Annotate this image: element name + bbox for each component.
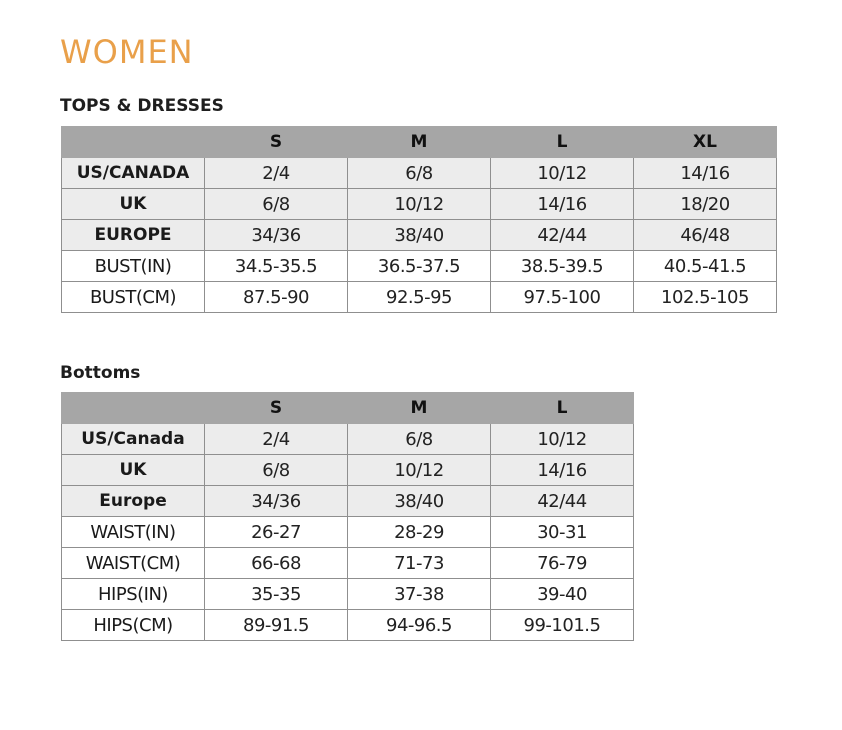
table-row [62, 220, 777, 251]
table-row [62, 579, 634, 610]
row-label: WAIST(CM) [62, 548, 205, 579]
tops-size-table [61, 126, 777, 313]
table-cell: 6/8 [205, 455, 348, 486]
table-row [62, 486, 634, 517]
table-cell: 38.5-39.5 [491, 251, 634, 282]
table-row [62, 610, 634, 641]
table-cell: 30-31 [491, 517, 634, 548]
size-header-m: M [348, 127, 491, 158]
table-cell: 76-79 [491, 548, 634, 579]
table-cell: 38/40 [348, 220, 491, 251]
table-row [62, 251, 777, 282]
table-cell: 14/16 [491, 455, 634, 486]
table-cell: 42/44 [491, 220, 634, 251]
table-cell: 97.5-100 [491, 282, 634, 313]
table-cell: 14/16 [634, 158, 777, 189]
size-header-s: S [205, 393, 348, 424]
table-cell: 94-96.5 [348, 610, 491, 641]
table-cell: 2/4 [205, 424, 348, 455]
table-cell: 26-27 [205, 517, 348, 548]
table-cell: 46/48 [634, 220, 777, 251]
table-cell: 34/36 [205, 486, 348, 517]
size-header-s: S [205, 127, 348, 158]
table-cell: 10/12 [491, 158, 634, 189]
table-cell: 10/12 [348, 455, 491, 486]
table-cell: 18/20 [634, 189, 777, 220]
row-label: UK [62, 189, 205, 220]
table-cell: 37-38 [348, 579, 491, 610]
row-label: WAIST(IN) [62, 517, 205, 548]
table-cell: 87.5-90 [205, 282, 348, 313]
table-header-row [62, 393, 634, 424]
table-cell: 38/40 [348, 486, 491, 517]
bottoms-size-table [61, 392, 634, 641]
row-label: HIPS(CM) [62, 610, 205, 641]
table-cell: 34/36 [205, 220, 348, 251]
table-row [62, 158, 777, 189]
table-cell: 40.5-41.5 [634, 251, 777, 282]
table-cell: 92.5-95 [348, 282, 491, 313]
table-cell: 6/8 [348, 424, 491, 455]
table-cell: 6/8 [348, 158, 491, 189]
table-row [62, 548, 634, 579]
size-header-xl: XL [634, 127, 777, 158]
bottoms-heading: Bottoms [60, 363, 141, 383]
row-label: Europe [62, 486, 205, 517]
page-title: WOMEN [60, 33, 194, 71]
table-cell: 99-101.5 [491, 610, 634, 641]
table-cell: 36.5-37.5 [348, 251, 491, 282]
table-row [62, 282, 777, 313]
table-cell: 2/4 [205, 158, 348, 189]
table-header-row [62, 127, 777, 158]
row-label: BUST(IN) [62, 251, 205, 282]
table-cell: 14/16 [491, 189, 634, 220]
table-row [62, 455, 634, 486]
table-row [62, 424, 634, 455]
row-label: UK [62, 455, 205, 486]
table-cell: 42/44 [491, 486, 634, 517]
row-label: BUST(CM) [62, 282, 205, 313]
row-label: US/Canada [62, 424, 205, 455]
table-cell: 102.5-105 [634, 282, 777, 313]
table-cell: 6/8 [205, 189, 348, 220]
table-row [62, 517, 634, 548]
table-cell: 35-35 [205, 579, 348, 610]
header-corner-cell [62, 393, 205, 424]
table-cell: 10/12 [491, 424, 634, 455]
row-label: EUROPE [62, 220, 205, 251]
tops-dresses-heading: TOPS & DRESSES [60, 96, 224, 116]
row-label: HIPS(IN) [62, 579, 205, 610]
size-header-m: M [348, 393, 491, 424]
table-row [62, 189, 777, 220]
size-header-l: L [491, 127, 634, 158]
table-cell: 39-40 [491, 579, 634, 610]
table-cell: 34.5-35.5 [205, 251, 348, 282]
size-header-l: L [491, 393, 634, 424]
table-cell: 10/12 [348, 189, 491, 220]
header-corner-cell [62, 127, 205, 158]
table-cell: 71-73 [348, 548, 491, 579]
table-cell: 89-91.5 [205, 610, 348, 641]
row-label: US/CANADA [62, 158, 205, 189]
table-cell: 28-29 [348, 517, 491, 548]
table-cell: 66-68 [205, 548, 348, 579]
